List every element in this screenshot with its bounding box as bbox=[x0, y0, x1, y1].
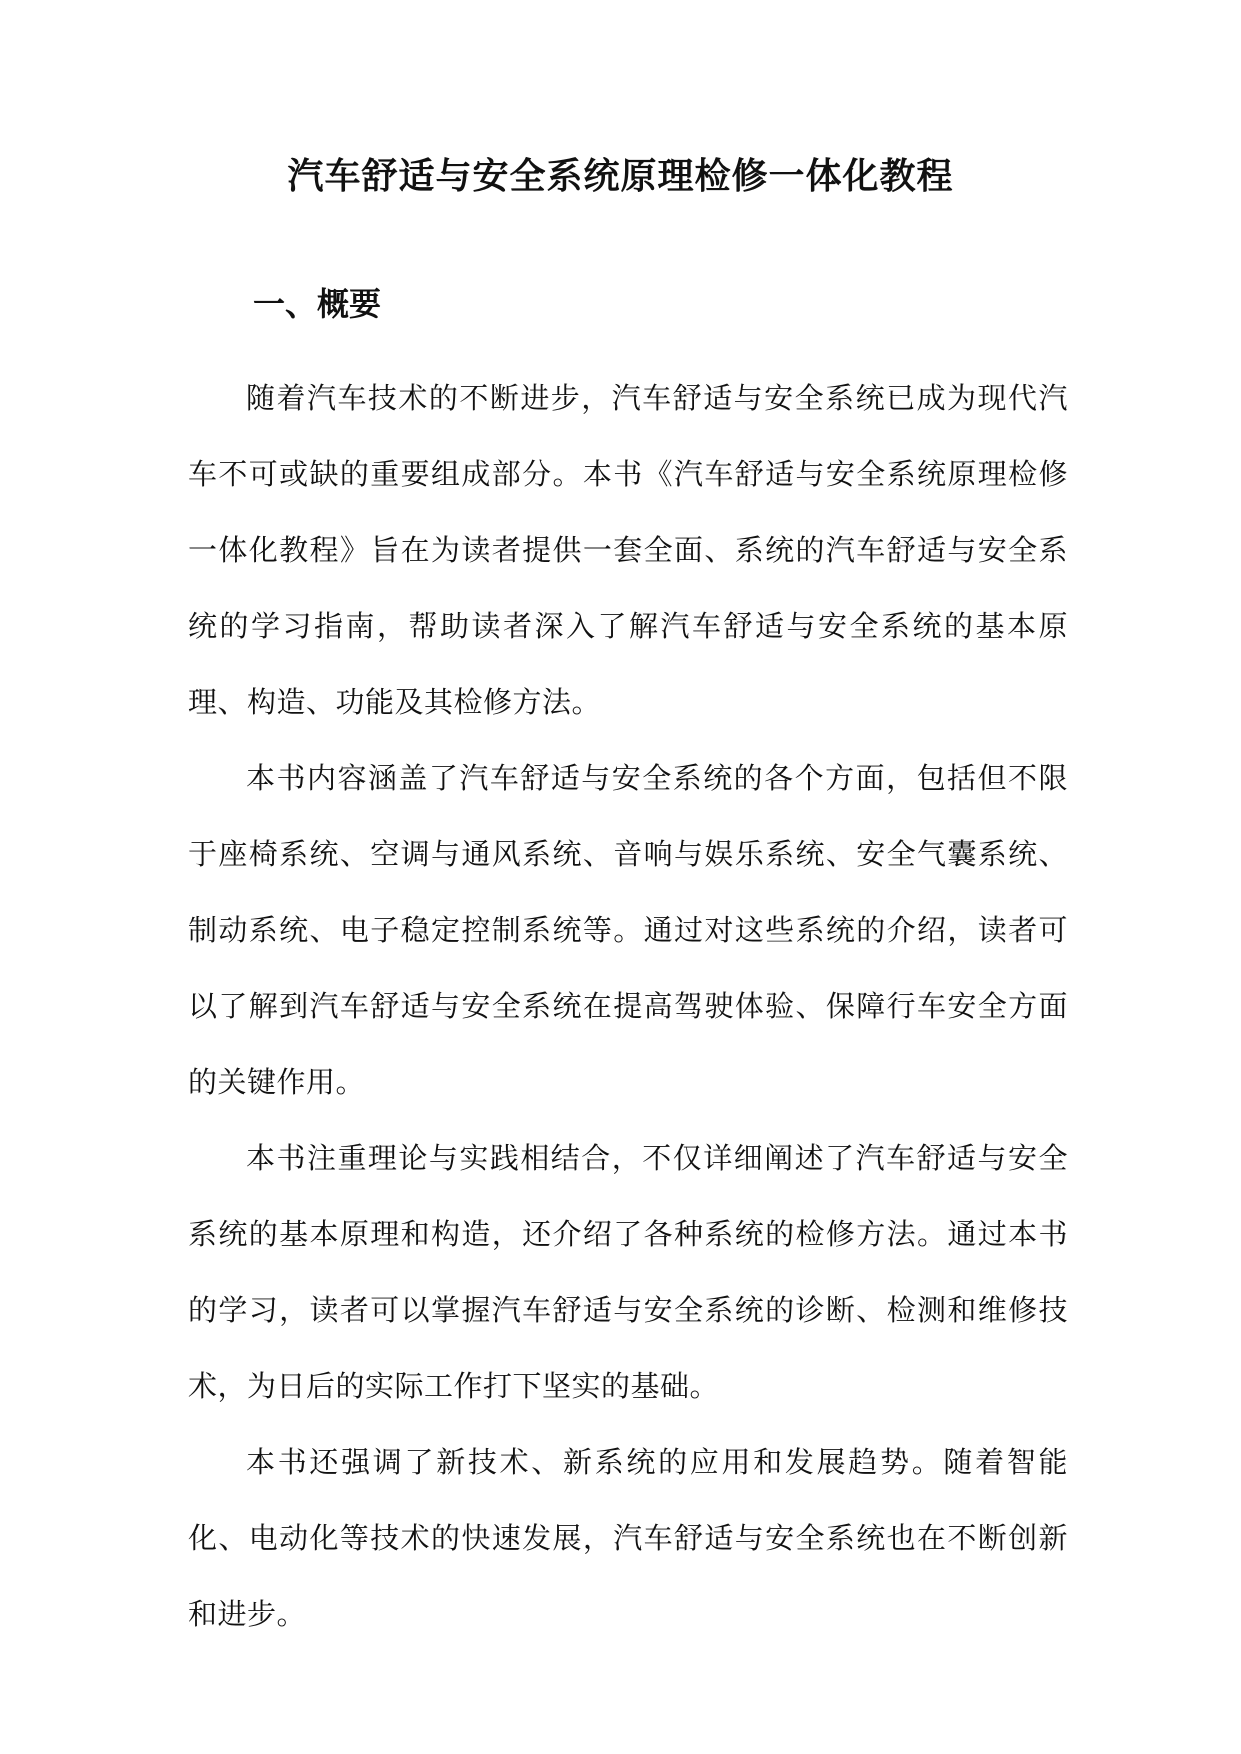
paragraph-3: 本书注重理论与实践相结合，不仅详细阐述了汽车舒适与安全系统的基本原理和构造，还介绍了各种系统的检修方法。通过本书的学习，读者可以掌握汽车舒适与安全系统的诊断、检测和维修技术，为日后的实际工作打下坚实的基础。 bbox=[188, 1141, 1068, 1403]
paragraph-1: 随着汽车技术的不断进步，汽车舒适与安全系统已成为现代汽车不可或缺的重要组成部分。本书《汽车舒适与安全系统原理检修一体化教程》旨在为读者提供一套全面、系统的汽车舒适与安全系统的学习指南，帮助读者深入了解汽车舒适与安全系统的基本原理、构造、功能及其检修方法。 bbox=[188, 381, 1068, 719]
section-body bbox=[188, 360, 1068, 1652]
paragraph-2: 本书内容涵盖了汽车舒适与安全系统的各个方面，包括但不限于座椅系统、空调与通风系统、音响与娱乐系统、安全气囊系统、制动系统、电子稳定控制系统等。通过对这些系统的介绍，读者可以了解到汽车舒适与安全系统在提高驾驶体验、保障行车安全方面的关键作用。 bbox=[188, 761, 1068, 1099]
section-heading: 一、概要 bbox=[253, 285, 382, 323]
document-title: 汽车舒适与安全系统原理检修一体化教程 bbox=[287, 155, 954, 197]
paragraph-4: 本书还强调了新技术、新系统的应用和发展趋势。随着智能化、电动化等技术的快速发展，汽车舒适与安全系统也在不断创新和进步。 bbox=[188, 1445, 1068, 1631]
